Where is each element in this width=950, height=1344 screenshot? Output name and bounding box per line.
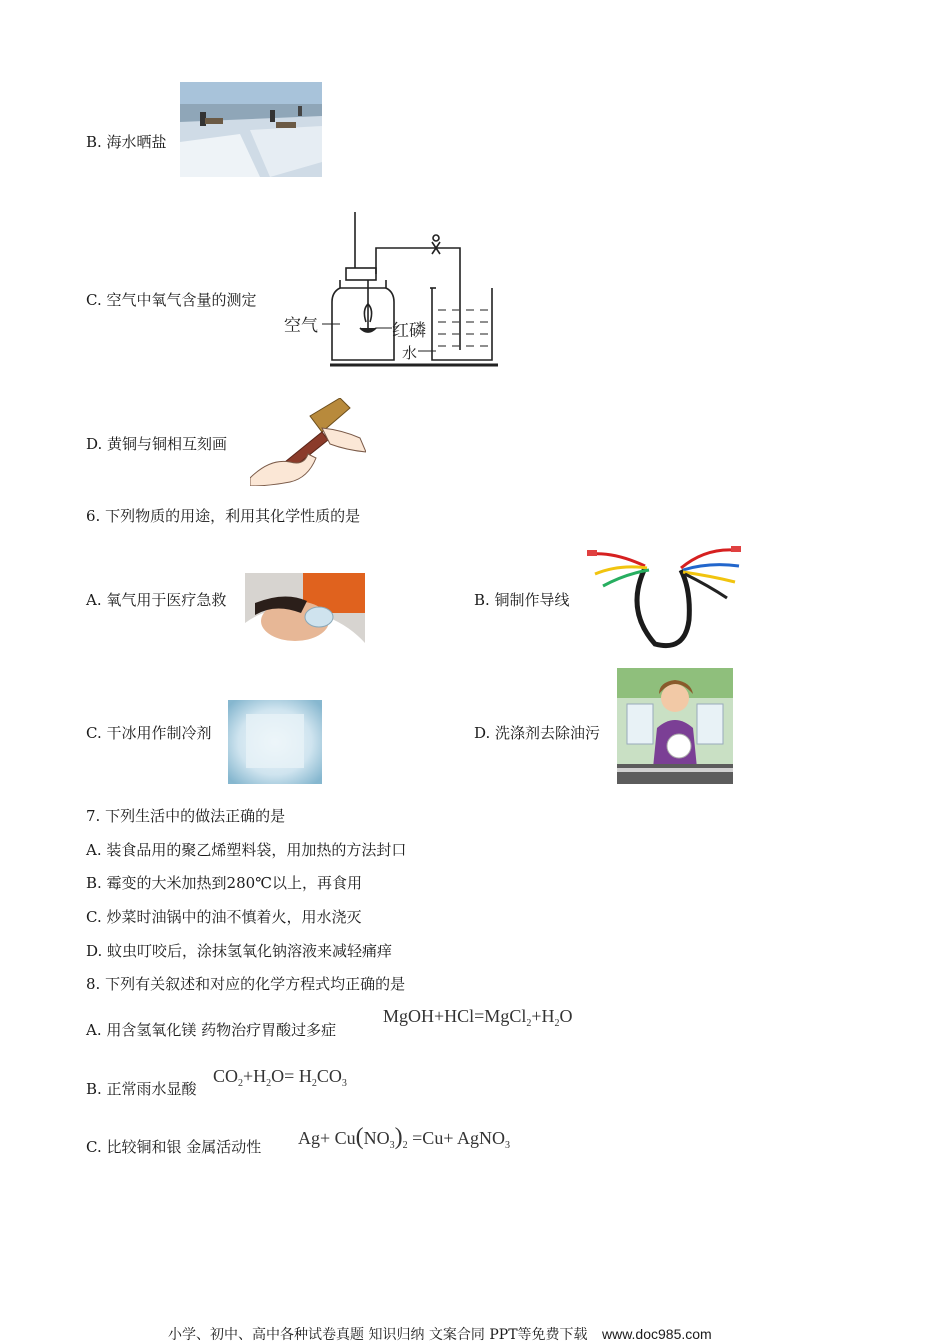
salt-pan-photo xyxy=(180,82,322,177)
q7-option-a: A. 装食品用的聚乙烯塑料袋，用加热的方法封口 xyxy=(86,841,407,859)
dry-ice-photo xyxy=(228,700,322,784)
q8-equation-b: $CO_2+H_2O= H_2CO_3$ xyxy=(213,1066,347,1089)
q7-stem: 7. 下列生活中的做法正确的是 xyxy=(86,807,286,825)
brass-scratching-photo xyxy=(250,398,366,486)
q6-option-a: A. 氧气用于医疗急救 xyxy=(86,591,227,609)
q7-option-d: D. 蚊虫叮咬后，涂抹氢氧化钠溶液来减轻痛痒 xyxy=(86,942,393,960)
copper-wires-photo xyxy=(585,540,745,652)
dishwashing-photo xyxy=(617,668,733,784)
q7-option-b: B. 霉变的大米加热到280℃以上，再食用 xyxy=(86,874,362,892)
q5-option-b: B. 海水晒盐 xyxy=(86,133,167,151)
oxygen-mask-photo xyxy=(245,573,365,655)
q7-option-c: C. 炒菜时油锅中的油不慎着火，用水浇灭 xyxy=(86,908,362,926)
q8-equation-a: $MgOH+HCl=MgCl_2+H_2O$ xyxy=(383,1006,573,1029)
q5-option-c: C. 空气中氧气含量的测定 xyxy=(86,291,257,309)
q5-option-d: D. 黄铜与铜相互刻画 xyxy=(86,435,228,453)
q8-option-a: A. 用含氢氧化镁 药物治疗胃酸过多症 xyxy=(86,1021,337,1039)
oxygen-measurement-apparatus xyxy=(280,210,500,375)
q6-option-b: B. 铜制作导线 xyxy=(474,591,570,609)
q8-equation-c: $Ag+ Cu(NO_3)_2 =Cu+$ AgNO$_3$ xyxy=(298,1124,510,1151)
footer-text: 小学、初中、高中各种试卷真题 知识归纳 文案合同 PPT等免费下载 xyxy=(168,1327,588,1343)
footer-url[interactable]: www.doc985.com xyxy=(601,1326,712,1342)
q8-option-b: B. 正常雨水显酸 xyxy=(86,1080,197,1098)
water-label: 水 xyxy=(402,344,418,362)
q6-stem: 6. 下列物质的用途，利用其化学性质的是 xyxy=(86,507,361,525)
footer xyxy=(168,1324,712,1344)
air-label: 空气 xyxy=(284,316,318,336)
red-phosphorus-label: 红磷 xyxy=(392,321,426,341)
q6-option-c: C. 干冰用作制冷剂 xyxy=(86,724,212,742)
q6-option-d: D. 洗涤剂去除油污 xyxy=(474,724,601,742)
q8-stem: 8. 下列有关叙述和对应的化学方程式均正确的是 xyxy=(86,975,406,993)
q8-option-c: C. 比较铜和银 金属活动性 xyxy=(86,1138,262,1156)
